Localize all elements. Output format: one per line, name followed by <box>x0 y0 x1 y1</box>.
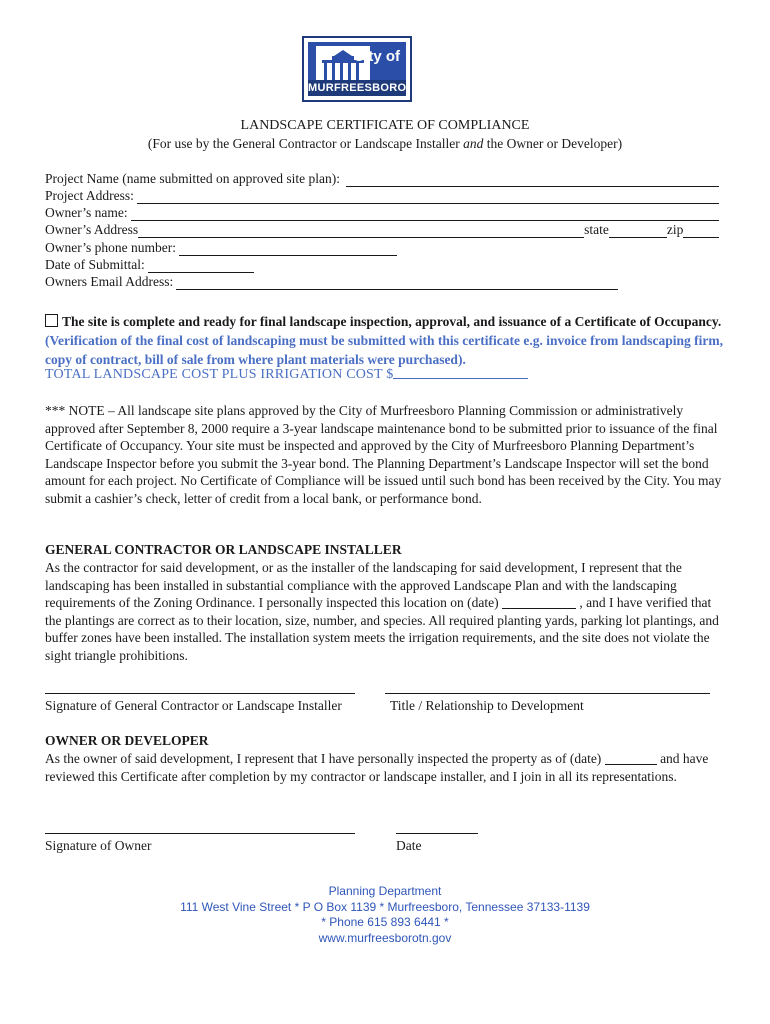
owner-signature-label: Signature of Owner <box>45 838 152 853</box>
page-title: LANDSCAPE CERTIFICATE OF COMPLIANCE <box>240 118 530 133</box>
completion-text: The site is complete and ready for final landscape inspection, approval, and issuance of a Certificate of Occupancy. <box>62 314 722 329</box>
owner-address-row <box>45 221 725 238</box>
project-address-row <box>45 187 725 204</box>
project-name-field[interactable] <box>346 173 719 187</box>
owner-phone-label: Owner’s phone number: <box>45 240 176 255</box>
total-cost-label: TOTAL LANDSCAPE COST PLUS IRRIGATION COST $ <box>45 367 394 382</box>
completion-checkbox[interactable] <box>45 314 58 327</box>
footer <box>0 884 770 946</box>
page-subtitle <box>0 136 770 152</box>
subtitle-and: and <box>463 136 484 151</box>
owner-email-label: Owners Email Address: <box>45 274 174 289</box>
owner-date-line[interactable] <box>396 833 478 834</box>
owner-email-field[interactable] <box>176 276 618 290</box>
owner-phone-row <box>45 239 725 256</box>
contractor-signature-label: Signature of General Contractor or Landscape Installer <box>45 698 342 713</box>
owner-name-label: Owner’s name: <box>45 205 128 220</box>
date-submittal-row <box>45 256 725 273</box>
contractor-title-label: Title / Relationship to Development <box>390 698 584 713</box>
project-address-label: Project Address: <box>45 188 134 203</box>
state-label: state <box>584 222 609 237</box>
logo-name: MURFREESBORO <box>308 82 407 94</box>
zip-field[interactable] <box>683 224 719 238</box>
footer-dept: Planning Department <box>328 884 442 898</box>
contractor-title-line[interactable] <box>385 693 710 694</box>
bond-note: *** NOTE – All landscape site plans approved by the City of Murfreesboro Planning Commission or administratively approved after September 8, 2000 require a 3-year landscape maintenance bond to be submitted prior to issuance of the final Certificate of Occupancy. Your site must be inspected and approved by the City of Murfreesboro Planning Department’s Landscape Inspector before you submit the 3-year bond. The Planning Department’s Landscape Inspector will set the bond amount for each project. No Certificate of Compliance will be issued until such bond has been received by the City. You may submit a cashier’s check, letter of credit from a local bank, or performance bond. <box>45 403 722 506</box>
logo-city-of: City of <box>353 48 400 65</box>
logo-banner <box>308 42 406 84</box>
contractor-text-post: , and I have verified that the plantings are correct as to their location, size, number, and species. All required planting yards, parking lot plantings, and buffer zones have been installed. The installation system meets the irrigation requirements, and the site does not violate the sight triangle prohibitions. <box>45 595 719 663</box>
owner-name-row <box>45 204 725 221</box>
contractor-text-pre: As the contractor for said development, or as the installer of the landscaping for said development, I represent that the landscaping has been installed in substantial compliance with the approved Landscape Plan and with the landscaping requirements of the Zoning Ordinance. I personally inspected this location on (date) <box>45 560 682 611</box>
contractor-heading: GENERAL CONTRACTOR OR LANDSCAPE INSTALLER <box>45 542 402 557</box>
owner-email-row <box>45 273 725 290</box>
project-name-row <box>45 170 725 187</box>
project-address-field[interactable] <box>137 190 719 204</box>
footer-web-link[interactable]: www.murfreesborotn.gov <box>318 930 452 945</box>
verification-note: (Verification of the final cost of landscaping must be submitted with this certificate e.g. invoice from landscaping firm, copy of contract, bill of sale from where plant materials were purchased). <box>45 333 723 367</box>
owner-name-field[interactable] <box>131 207 719 221</box>
owner-text-pre: As the owner of said development, I represent that I have personally inspected the property as of (date) <box>45 751 602 766</box>
owner-date-label: Date <box>396 838 422 853</box>
total-cost-row <box>45 366 528 383</box>
owner-address-field[interactable] <box>138 224 584 238</box>
owner-heading: OWNER OR DEVELOPER <box>45 733 209 748</box>
contractor-signature-line[interactable] <box>45 693 355 694</box>
total-cost-field[interactable] <box>393 366 528 379</box>
owner-address-label: Owner’s Address <box>45 222 139 237</box>
zip-label: zip <box>666 222 684 237</box>
date-submittal-label: Date of Submittal: <box>45 257 145 272</box>
state-field[interactable] <box>609 224 667 238</box>
completion-statement <box>45 312 725 369</box>
subtitle-pre: (For use by the General Contractor or Landscape Installer <box>147 136 464 151</box>
subtitle-post: the Owner or Developer) <box>483 136 623 151</box>
owner-text-post: and have reviewed this Certificate after completion by my contractor or landscape installer, and I join in all its representations. <box>45 751 709 784</box>
footer-phone: * Phone 615 893 6441 * <box>321 915 449 929</box>
city-logo <box>302 36 412 102</box>
owner-signature-line[interactable] <box>45 833 355 834</box>
owner-inspection-date-field[interactable] <box>605 752 657 765</box>
owner-statement <box>45 750 725 785</box>
owner-phone-field[interactable] <box>179 242 397 256</box>
contractor-statement <box>45 559 725 665</box>
date-submittal-field[interactable] <box>148 259 254 273</box>
inspection-date-field[interactable] <box>502 596 576 609</box>
project-name-label: Project Name (name submitted on approved site plan): <box>45 171 341 186</box>
footer-address: 111 West Vine Street * P O Box 1139 * Murfreesboro, Tennessee 37133-1139 <box>180 899 590 914</box>
